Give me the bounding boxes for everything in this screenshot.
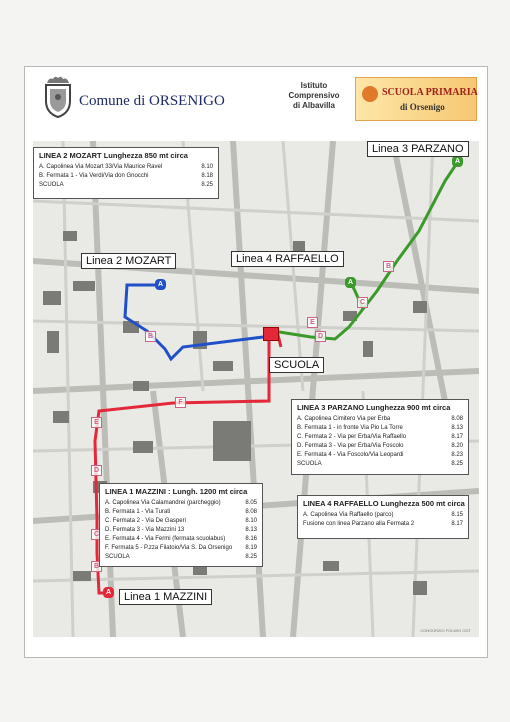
timetable-row: B. Fermata 1 - Via Turati 8.08 [105,509,257,515]
timetable-row: E. Fermata 4 - Via Foscolo/Via Leopardi 8.23 [297,452,463,458]
scuola-label: SCUOLA [269,357,324,373]
linea4-info-box: LINEA 4 RAFFAELLO Lunghezza 500 mt circa A. Capolinea Via Raffaello (parco) 8.15 Fusione con linea Parzano alla Fermata 2 8.17 [297,495,469,539]
linea1-stop-c: C [91,529,102,540]
linea1-stop-b: B [91,561,102,572]
istituto-name: Istituto Comprensivo di Albavilla [288,81,340,110]
linea1-stop-a: A [103,587,114,598]
linea3-stop-c: C [357,297,368,308]
linea2-stop-b: B [145,331,156,342]
comune-title: Comune di ORSENIGO [79,93,225,109]
timetable-row: A. Capolinea Via Calamandrei (parcheggio) 8.05 [105,500,257,506]
linea4-stop-a: A [345,277,356,288]
school-logo-icon [362,86,378,102]
timetable-row: C. Fermata 2 - Via De Gasperi 8.10 [105,518,257,524]
timetable-row: Fusione con linea Parzano alla Fermata 2 8.17 [303,521,463,527]
coat-of-arms-icon [41,75,75,119]
linea2-info-box: LINEA 2 MOZART Lunghezza 850 mt circa A. Capolinea Via Mozart 33/Via Maurice Ravel 8.10 B. Fermata 1 - Via Verdi/Via don Gnocchi 8.18 SCUOLA 8.25 [33,147,219,199]
timetable-row: SCUOLA 8.25 [39,182,213,188]
linea3-stop-b: B [383,261,394,272]
timetable-row: C. Fermata 2 - Via per Erba/Via Raffaello 8.17 [297,434,463,440]
linea4-label: Linea 4 RAFFAELLO [231,251,344,267]
timetable-row: B. Fermata 1 - in fronte Via Pio La Torre 8.13 [297,425,463,431]
map-sheet [24,66,488,658]
linea2-label: Linea 2 MOZART [81,253,176,269]
linea1-stop-e: E [91,417,102,428]
linea1-info-box: LINEA 1 MAZZINI : Lungh. 1200 mt circa A. Capolinea Via Calamandrei (parcheggio) 8.05 B. Fermata 1 - Via Turati 8.08 C. Fermata 2 - Via De Gasperi 8.10 D. Fermata 3 - Via Mazzini 13 8.13 E. Fermata 4 - Via Fermi (fermata scuolabus) 8.16 F. Fermata 5 - P.zza Filatoio/Via S. Da Orsenigo 8.19 SCUOLA 8.25 [99,483,263,567]
timetable-row: A. Capolinea Via Raffaello (parco) 8.15 [303,512,463,518]
linea3-stop-d: D [315,331,326,342]
school-marker [263,327,279,341]
timetable-row: A. Capolinea Cimitero Via per Erba 8.08 [297,416,463,422]
timetable-row: SCUOLA 8.25 [297,461,463,467]
map-credit: CONSORZIO FOLWIO OGT [420,628,471,633]
timetable-row: D. Fermata 3 - Via per Erba/Via Foscolo 8.20 [297,443,463,449]
linea1-stop-f: F [175,397,186,408]
header [25,67,487,129]
timetable-row: SCUOLA 8.25 [105,554,257,560]
linea1-stop-d: D [91,465,102,476]
linea1-label: Linea 1 MAZZINI [119,589,212,605]
timetable-row: E. Fermata 4 - Via Fermi (fermata scuolabus) 8.16 [105,536,257,542]
linea3-stop-a: A [452,156,463,167]
linea3-stop-e: E [307,317,318,328]
linea3-info-box: LINEA 3 PARZANO Lunghezza 900 mt circa A. Capolinea Cimitero Via per Erba 8.08 B. Fermata 1 - in fronte Via Pio La Torre 8.13 C. Fermata 2 - Via per Erba/Via Raffaello 8.17 D. Fermata 3 - Via per Erba/Via Foscolo 8.20 E. Fermata 4 - Via Foscolo/Via Leopardi 8.23 SCUOLA 8.25 [291,399,469,475]
timetable-row: F. Fermata 5 - P.zza Filatoio/Via S. Da Orsenigo 8.19 [105,545,257,551]
map-area [33,141,479,637]
timetable-row: A. Capolinea Via Mozart 33/Via Maurice Ravel 8.10 [39,164,213,170]
linea3-label: Linea 3 PARZANO [367,141,469,157]
linea2-stop-a: A [155,279,166,290]
school-logo: SCUOLA PRIMARIA di Orsenigo [355,77,477,121]
timetable-row: B. Fermata 1 - Via Verdi/Via don Gnocchi 8.18 [39,173,213,179]
timetable-row: D. Fermata 3 - Via Mazzini 13 8.13 [105,527,257,533]
